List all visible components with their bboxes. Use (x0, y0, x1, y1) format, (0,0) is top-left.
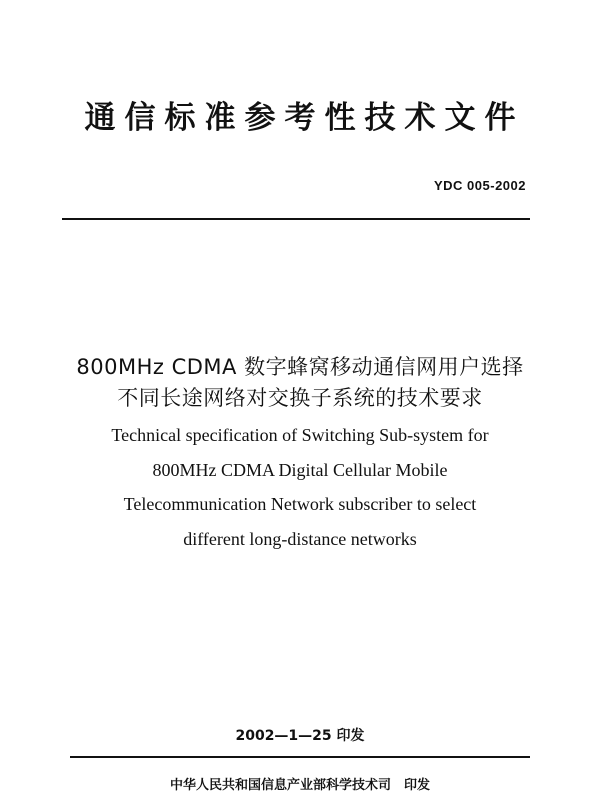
top-divider (62, 218, 530, 220)
english-title-line-4: different long-distance networks (183, 529, 417, 549)
publisher: 中华人民共和国信息产业部科学技术司 印发 (169, 778, 430, 793)
english-title-line-1: Technical specification of Switching Sub-system for (111, 425, 489, 445)
issue-date: 2002—1—25 印发 (235, 728, 365, 744)
document-number: YDC 005-2002 (434, 178, 526, 193)
english-title-line-2: 800MHz CDMA Digital Cellular Mobile (152, 460, 448, 480)
bottom-divider (70, 756, 530, 758)
chinese-title-line-1: 800MHz CDMA 数字蜂窝移动通信网用户选择 (76, 355, 524, 379)
chinese-title-line-2: 不同长途网络对交换子系统的技术要求 (117, 386, 483, 410)
english-title-line-3: Telecommunication Network subscriber to select (123, 494, 477, 514)
document-type-heading: 通信标准参考性技术文件 (84, 100, 525, 136)
